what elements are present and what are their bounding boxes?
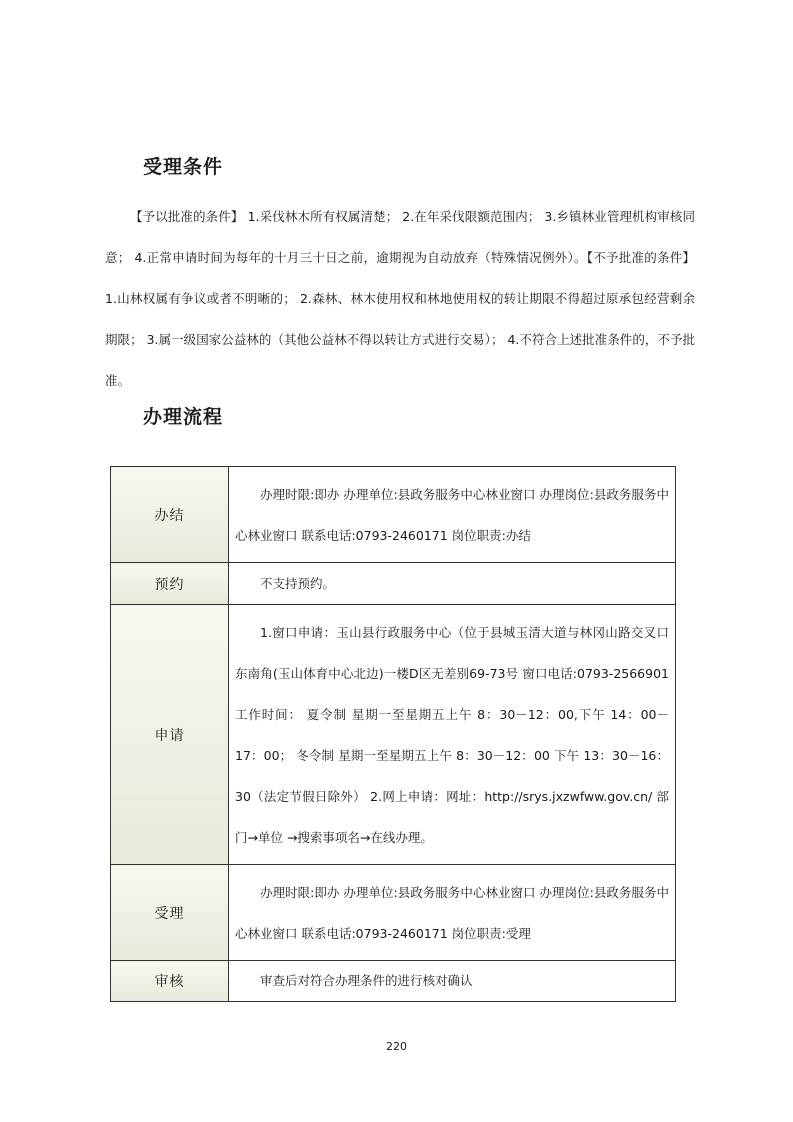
page-number: 220 [386, 1040, 407, 1053]
row-label-yuyue: 预约 [111, 563, 229, 605]
row-label-banjie: 办结 [111, 467, 229, 563]
section-title-conditions: 受理条件 [143, 156, 224, 178]
row-content-banjie: 办理时限:即办 办理单位:县政务服务中心林业窗口 办理岗位:县政务服务中心林业窗口 联系电话:0793-2460171 岗位职责:办结 [229, 467, 676, 563]
table-row [111, 961, 676, 1002]
row-label-shenqing: 申请 [111, 605, 229, 865]
table-row [111, 563, 676, 605]
process-table [110, 466, 676, 1002]
row-content-shenqing: 1.窗口申请：玉山县行政服务中心（位于县城玉清大道与林冈山路交叉口东南角(玉山体育中心北边)一楼D区无差别69-73号 窗口电话:0793-2566901 工作时间： 夏令制 星期一至星期五上午 8：30－12：00,下午 14：00－17：00； 冬令制 星期一至星期五上午 8：30－12：00 下午 13：30－16：30（法定节假日除外） 2.网上申请：网址：http://srys.jxzwfww.gov.cn/ 部门→单位 →搜索事项名→在线办理。 [229, 605, 676, 865]
row-content-shenhe: 审查后对符合办理条件的进行核对确认 [229, 961, 676, 1002]
row-content-yuyue: 不支持预约。 [229, 563, 676, 605]
table-row [111, 865, 676, 961]
section-title-process: 办理流程 [143, 406, 224, 428]
table-row [111, 467, 676, 563]
conditions-paragraph: 【予以批准的条件】 1.采伐林木所有权属清楚； 2.在年采伐限额范围内； 3.乡镇林业管理机构审核同意； 4.正常申请时间为每年的十月三十日之前，逾期视为自动放弃（特殊情况例外）。【不予批准的条件】 1.山林权属有争议或者不明晰的； 2.森林、林木使用权和林地使用权的转让期限不得超过原承包经营剩余期限； 3.属一级国家公益林的（其他公益林不得以转让方式进行交易）； 4.不符合上述批准条件的，不予批准。 [105, 209, 695, 388]
table-row [111, 605, 676, 865]
row-label-shenhe: 审核 [111, 961, 229, 1002]
row-label-shouli: 受理 [111, 865, 229, 961]
row-content-shouli: 办理时限:即办 办理单位:县政务服务中心林业窗口 办理岗位:县政务服务中心林业窗口 联系电话:0793-2460171 岗位职责:受理 [229, 865, 676, 961]
